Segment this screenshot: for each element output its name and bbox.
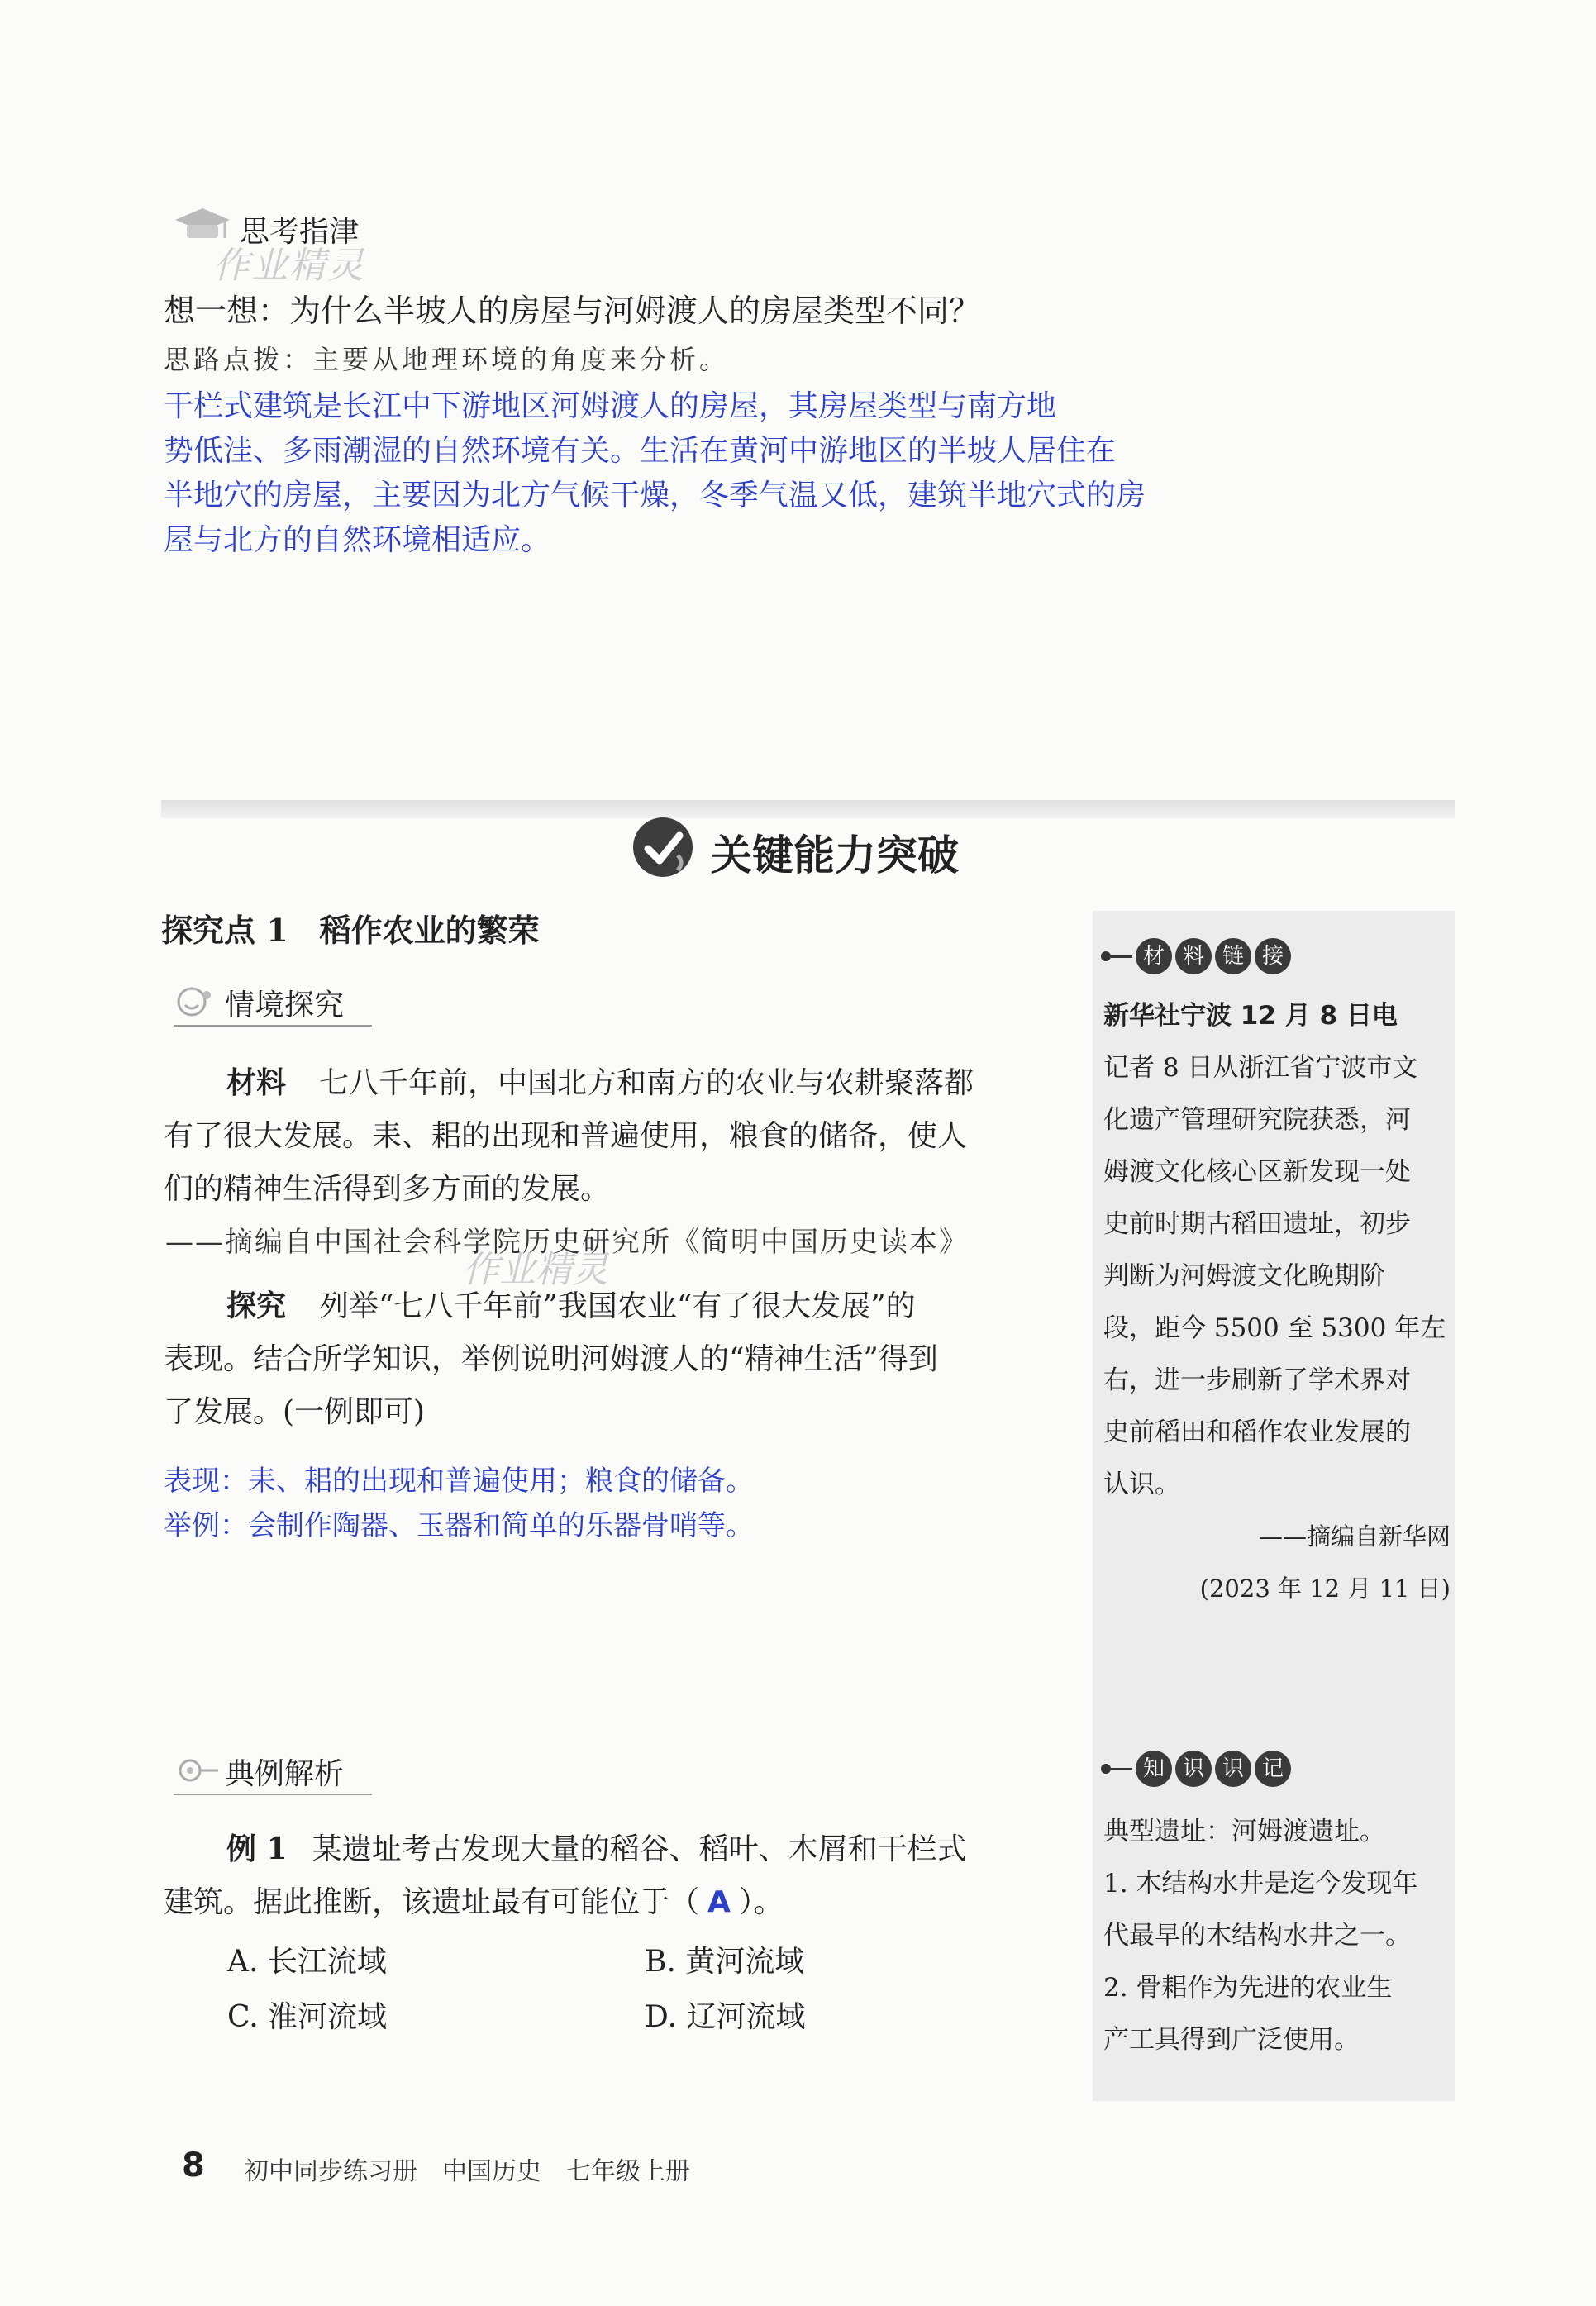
section-banner-bar <box>161 800 1455 818</box>
divider <box>174 1794 372 1795</box>
example-section-title: 典例解析 <box>225 1757 345 1791</box>
knowledge-line: 产工具得到广泛使用。 <box>1103 2025 1360 2055</box>
news-source: ——摘编自新华网 <box>1258 1522 1451 1551</box>
material-line: 七八千年前，中国北方和南方的农业与农耕聚落都 <box>319 1066 974 1100</box>
news-line: 认识。 <box>1103 1470 1180 1499</box>
answer-line: 表现：耒、耜的出现和普遍使用；粮食的储备。 <box>164 1465 754 1498</box>
example-stem: ）。 <box>738 1885 784 1919</box>
inquiry-paragraph <box>164 1279 1065 1439</box>
news-header: 新华社宁波 12 月 8 日电 <box>1103 1001 1398 1031</box>
knowledge-line: 1. 木结构水井是迄今发现年 <box>1103 1869 1418 1899</box>
option-c: C. 淮河流域 <box>227 2000 388 2034</box>
watermark: 作业精灵 <box>213 245 365 287</box>
example-question <box>164 1822 967 1929</box>
inquiry-line: 列举“七八千年前”我国农业“有了很大发展”的 <box>319 1289 916 1323</box>
inquiry-label: 探究 <box>226 1289 287 1323</box>
news-date: (2023 年 12 月 11 日) <box>1199 1575 1451 1603</box>
magnifier-icon <box>174 1752 220 1789</box>
news-line: 右，进一步刷新了学术界对 <box>1103 1365 1411 1395</box>
example-stem: 建筑。据此推断，该遗址最有可能位于（ <box>164 1885 700 1919</box>
example-stem: 某遗址考古发现大量的稻谷、稻叶、木屑和干栏式 <box>312 1832 967 1866</box>
think-answer <box>164 384 1222 563</box>
section-title: 关键能力突破 <box>711 831 959 879</box>
answer-line: 干栏式建筑是长江中下游地区河姆渡人的房屋，其房屋类型与南方地 <box>164 389 1057 423</box>
knowledge-line: 代最早的木结构水井之一。 <box>1103 1921 1411 1951</box>
material-line: 们的精神生活得到多方面的发展。 <box>164 1172 611 1206</box>
material-label: 材料 <box>226 1065 287 1100</box>
news-line: 史前稻田和稻作农业发展的 <box>1103 1417 1411 1447</box>
example-label: 例 1 <box>226 1832 288 1866</box>
news-text <box>1103 990 1451 1615</box>
footer-text: 初中同步练习册 中国历史 七年级上册 <box>244 2157 690 2186</box>
knowledge-line: 典型遗址：河姆渡遗址。 <box>1103 1817 1385 1846</box>
material-line: 有了很大发展。耒、耜的出现和普遍使用，粮食的储备，使人 <box>164 1119 968 1153</box>
news-line: 判断为河姆渡文化晚期阶 <box>1103 1261 1385 1291</box>
situation-title: 情境探究 <box>225 989 345 1022</box>
inquiry-answer <box>164 1459 754 1548</box>
news-line: 化遗产管理研究院获悉，河 <box>1103 1105 1411 1135</box>
news-line: 记者 8 日从浙江省宁波市文 <box>1103 1053 1418 1083</box>
material-paragraph <box>164 1056 1065 1216</box>
option-a: A. 长江流域 <box>227 1945 387 1979</box>
inquiry-line: 表现。结合所学知识，举例说明河姆渡人的“精神生活”得到 <box>164 1342 938 1376</box>
answer-line: 半地穴的房屋，主要因为北方气候干燥，冬季气温又低，建筑半地穴式的房 <box>164 479 1146 512</box>
news-line: 姆渡文化核心区新发现一处 <box>1103 1157 1411 1187</box>
example-answer: A <box>707 1885 731 1919</box>
answer-line: 屋与北方的自然环境相适应。 <box>164 523 551 557</box>
news-line: 段，距今 5500 至 5300 年左 <box>1103 1313 1446 1343</box>
knowledge-tag: 知 识 识 记 <box>1101 1751 1291 1787</box>
think-question: 想一想：为什么半坡人的房屋与河姆渡人的房屋类型不同？ <box>164 293 981 329</box>
watermark: 作业精灵 <box>463 1249 608 1291</box>
think-hint: 思路点拨：主要从地理环境的角度来分析。 <box>164 344 730 375</box>
answer-line: 举例：会制作陶器、玉器和简单的乐器骨哨等。 <box>164 1509 754 1542</box>
answer-line: 势低洼、多雨潮湿的自然环境有关。生活在黄河中游地区的半坡人居住在 <box>164 434 1117 468</box>
page-number: 8 <box>182 2146 205 2185</box>
option-b: B. 黄河流域 <box>645 1945 805 1979</box>
checkmark-icon <box>630 814 696 880</box>
knowledge-line: 2. 骨耜作为先进的农业生 <box>1103 1973 1393 2003</box>
option-d: D. 辽河流域 <box>645 2000 806 2034</box>
news-line: 史前时期古稻田遗址，初步 <box>1103 1209 1411 1239</box>
divider <box>174 1025 372 1027</box>
inquiry-line: 了发展。(一例即可) <box>164 1395 426 1429</box>
knowledge-text <box>1103 1806 1451 2066</box>
explore-point-title: 探究点 1 稻作农业的繁荣 <box>161 912 540 949</box>
material-link-tag: 材 料 链 接 <box>1101 938 1291 974</box>
think-guide-title: 思考指津 <box>240 215 360 249</box>
situation-icon <box>174 984 220 1020</box>
material-source: ——摘编自中国社会科学院历史研究所《简明中国历史读本》 <box>165 1226 969 1259</box>
